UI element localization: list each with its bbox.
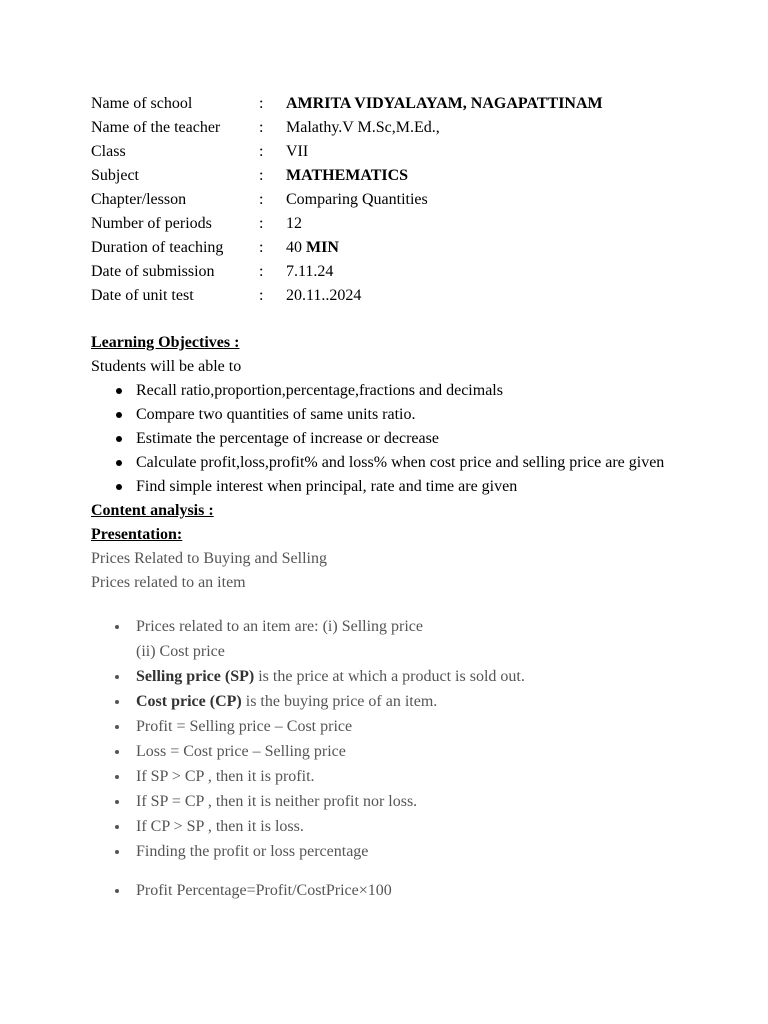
list-item: Find simple interest when principal, rate and time are given [91,475,691,499]
info-row-periods [91,212,691,236]
info-row-submission [91,260,691,284]
list-item [91,614,691,664]
info-colon: : [259,287,264,304]
info-label: Name of school [91,95,193,112]
objectives-intro: Students will be able to [91,358,242,375]
info-value: VII [286,143,309,160]
presentation-subtitle-2: Prices related to an item [91,574,246,591]
presentation-heading: Presentation: [91,526,183,543]
info-value [286,236,339,260]
presentation-list [91,614,691,903]
list-item [91,689,691,714]
list-item: If CP > SP , then it is loss. [91,814,691,839]
info-value: Comparing Quantities [286,191,428,208]
info-row-chapter [91,188,691,212]
info-colon: : [259,143,264,160]
spacer [91,308,691,331]
list-item: If SP > CP , then it is profit. [91,764,691,789]
term-definition: is the price at which a product is sold out. [254,668,525,685]
info-label: Date of submission [91,263,215,280]
info-table [91,92,691,308]
info-label: Class [91,143,126,160]
info-value: 20.11..2024 [286,287,362,304]
info-row-duration [91,236,691,260]
list-item: If SP = CP , then it is neither profit nor loss. [91,789,691,814]
info-colon: : [259,263,264,280]
info-row-unit-test [91,284,691,308]
list-item: Recall ratio,proportion,percentage,fractions and decimals [91,379,691,403]
list-item: Loss = Cost price – Selling price [91,739,691,764]
list-item: Finding the profit or loss percentage [91,839,691,864]
list-item: Profit = Selling price – Cost price [91,714,691,739]
info-label: Duration of teaching [91,239,224,256]
info-colon: : [259,215,264,232]
info-label: Number of periods [91,215,212,232]
info-label: Chapter/lesson [91,191,187,208]
info-label: Date of unit test [91,287,194,304]
info-label: Name of the teacher [91,119,221,136]
info-colon: : [259,95,264,112]
info-row-class [91,140,691,164]
info-row-teacher [91,116,691,140]
info-row-school [91,92,691,116]
info-colon: : [259,119,264,136]
term-selling-price: Selling price (SP) [136,668,255,685]
info-colon: : [259,191,264,208]
info-value: 7.11.24 [286,263,334,280]
list-item: Compare two quantities of same units ratio. [91,403,691,427]
lesson-plan-document [91,92,691,903]
presentation-subtitle: Prices Related to Buying and Selling [91,550,327,567]
content-analysis-heading: Content analysis : [91,502,214,519]
list-item: Profit Percentage=Profit/CostPrice×100 [91,878,691,903]
list-item: Estimate the percentage of increase or decrease [91,427,691,451]
info-value: Malathy.V M.Sc,M.Ed., [286,119,440,136]
duration-number: 40 [286,239,306,256]
info-row-subject [91,164,691,188]
list-item: Calculate profit,loss,profit% and loss% when cost price and selling price are given [91,451,691,475]
item-line: Prices related to an item are: (i) Selling price [136,618,423,635]
list-item [91,664,691,689]
duration-unit: MIN [306,239,339,256]
term-cost-price: Cost price (CP) [136,693,242,710]
term-definition: is the buying price of an item. [241,693,438,710]
objectives-list [91,379,691,499]
learning-objectives-heading: Learning Objectives : [91,334,240,351]
info-colon: : [259,239,264,256]
info-value: MATHEMATICS [286,167,409,184]
info-value: AMRITA VIDYALAYAM, NAGAPATTINAM [286,95,603,112]
item-line: (ii) Cost price [136,643,225,660]
info-label: Subject [91,167,139,184]
info-colon: : [259,167,264,184]
info-value: 12 [286,215,302,232]
